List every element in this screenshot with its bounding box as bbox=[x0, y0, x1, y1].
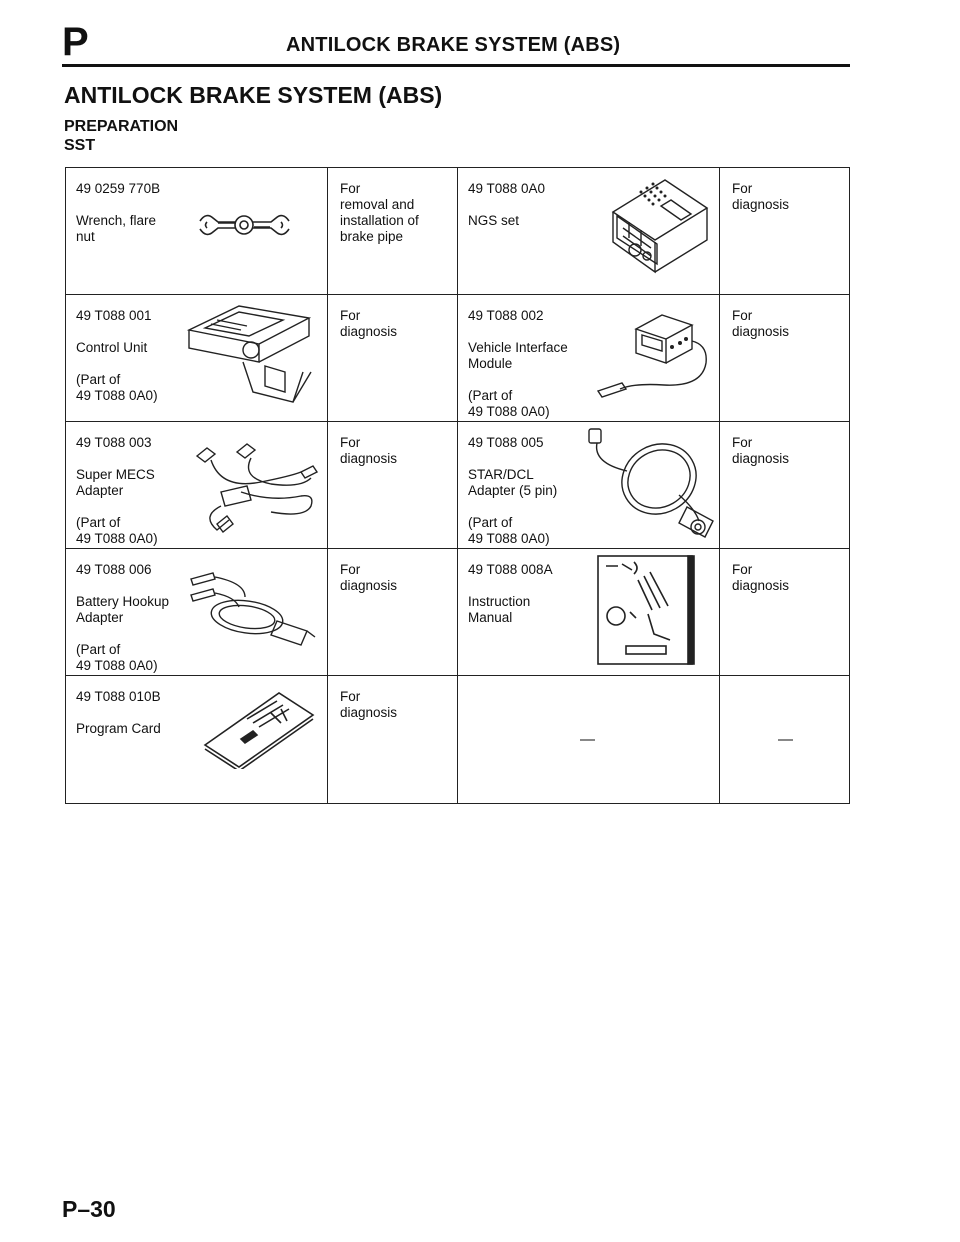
tool-description bbox=[76, 181, 160, 245]
star-dcl-adapter-icon bbox=[583, 425, 723, 545]
tool-use-line: For bbox=[340, 308, 361, 323]
tool-cell bbox=[458, 549, 720, 676]
section-letter: P bbox=[62, 20, 89, 64]
tool-use-line: diagnosis bbox=[732, 578, 790, 593]
table-row bbox=[66, 168, 850, 295]
tool-use-line: diagnosis bbox=[340, 578, 398, 593]
tool-description bbox=[76, 562, 169, 674]
tool-name: NGS set bbox=[468, 213, 520, 228]
page-title: ANTILOCK BRAKE SYSTEM (ABS) bbox=[64, 82, 443, 108]
tool-name: Wrench, flare bbox=[76, 213, 157, 228]
tool-use-line: diagnosis bbox=[732, 197, 790, 212]
tool-part-of: 49 T088 0A0) bbox=[468, 531, 550, 546]
tool-name: Program Card bbox=[76, 721, 161, 736]
tool-use-line: installation of bbox=[340, 213, 419, 228]
use-cell bbox=[328, 422, 458, 549]
tool-use bbox=[340, 308, 397, 340]
use-cell bbox=[720, 422, 850, 549]
tool-use-line: For bbox=[732, 308, 753, 323]
tool-use-line: diagnosis bbox=[340, 705, 398, 720]
tool-description bbox=[76, 435, 158, 547]
page-number: P–30 bbox=[62, 1196, 116, 1222]
use-cell bbox=[720, 168, 850, 295]
tool-use bbox=[732, 562, 789, 594]
use-cell bbox=[720, 295, 850, 422]
tool-use-line: For bbox=[340, 435, 361, 450]
tool-use bbox=[732, 308, 789, 340]
tool-name: Module bbox=[468, 356, 513, 371]
tool-description bbox=[76, 308, 158, 404]
tool-use-line: removal and bbox=[340, 197, 415, 212]
super-mecs-adapter-icon bbox=[181, 432, 326, 545]
tool-use-line: For bbox=[732, 562, 753, 577]
use-cell bbox=[328, 168, 458, 295]
empty-cell bbox=[458, 676, 720, 804]
tool-part-of: 49 T088 0A0) bbox=[468, 404, 550, 419]
tool-number: 49 T088 005 bbox=[468, 435, 544, 450]
tool-name: Adapter bbox=[76, 610, 124, 625]
empty-dash: — bbox=[580, 731, 595, 748]
tool-part-of: 49 T088 0A0) bbox=[76, 531, 158, 546]
tool-name: Instruction bbox=[468, 594, 531, 609]
tool-name: STAR/DCL bbox=[468, 467, 534, 482]
tool-part-of: (Part of bbox=[468, 515, 513, 530]
program-card-icon bbox=[201, 689, 316, 774]
tool-part-of: (Part of bbox=[468, 388, 513, 403]
tool-part-of: (Part of bbox=[76, 515, 121, 530]
flare-nut-wrench-icon bbox=[196, 208, 292, 247]
section-title: PREPARATION bbox=[64, 118, 179, 135]
empty-cell bbox=[720, 676, 850, 804]
tool-use-line: diagnosis bbox=[340, 451, 398, 466]
battery-hookup-adapter-icon bbox=[181, 571, 326, 656]
tool-number: 49 T088 002 bbox=[468, 308, 544, 323]
tool-cell bbox=[66, 549, 328, 676]
tool-name: Battery Hookup bbox=[76, 594, 170, 609]
tool-use bbox=[340, 435, 397, 467]
tool-cell bbox=[458, 422, 720, 549]
tool-number: 49 0259 770B bbox=[76, 181, 161, 196]
tool-part-of: (Part of bbox=[76, 642, 121, 657]
tool-description bbox=[468, 308, 568, 420]
tool-use bbox=[340, 562, 397, 594]
tool-number: 49 T088 006 bbox=[76, 562, 152, 577]
table-row bbox=[66, 422, 850, 549]
tool-number: 49 T088 008A bbox=[468, 562, 553, 577]
table-row bbox=[66, 549, 850, 676]
tool-name: Adapter bbox=[76, 483, 124, 498]
tool-use bbox=[340, 181, 419, 245]
tool-cell bbox=[458, 295, 720, 422]
use-cell bbox=[720, 549, 850, 676]
tool-use-line: diagnosis bbox=[340, 324, 398, 339]
tool-use-line: For bbox=[340, 181, 361, 196]
tool-name: nut bbox=[76, 229, 95, 244]
tool-description bbox=[468, 435, 557, 547]
header-rule bbox=[62, 64, 850, 67]
tool-name: Super MECS bbox=[76, 467, 155, 482]
tool-use-line: For bbox=[340, 689, 361, 704]
vehicle-interface-module-icon bbox=[588, 303, 718, 403]
tool-use bbox=[340, 689, 397, 721]
tool-description bbox=[468, 181, 545, 229]
use-cell bbox=[328, 295, 458, 422]
subsection-title: SST bbox=[64, 137, 96, 154]
tool-use bbox=[732, 181, 789, 213]
tool-cell bbox=[458, 168, 720, 295]
tool-name: Adapter (5 pin) bbox=[468, 483, 558, 498]
tool-use-line: For bbox=[732, 181, 753, 196]
tool-cell bbox=[66, 295, 328, 422]
tool-name: Manual bbox=[468, 610, 513, 625]
tool-part-of: 49 T088 0A0) bbox=[76, 388, 158, 403]
tool-cell bbox=[66, 168, 328, 295]
tool-part-of: 49 T088 0A0) bbox=[76, 658, 158, 673]
control-unit-icon bbox=[181, 300, 326, 410]
tool-name: Control Unit bbox=[76, 340, 148, 355]
tool-cell bbox=[66, 676, 328, 804]
page-header bbox=[62, 22, 852, 68]
tool-use-line: diagnosis bbox=[732, 324, 790, 339]
tool-description bbox=[468, 562, 553, 626]
header-title: ANTILOCK BRAKE SYSTEM (ABS) bbox=[286, 34, 621, 56]
tool-number: 49 T088 001 bbox=[76, 308, 152, 323]
use-cell bbox=[328, 549, 458, 676]
tool-number: 49 T088 0A0 bbox=[468, 181, 546, 196]
tool-use-line: brake pipe bbox=[340, 229, 404, 244]
use-cell bbox=[328, 676, 458, 804]
empty-dash: — bbox=[778, 731, 793, 748]
sst-table bbox=[65, 167, 850, 804]
tool-number: 49 T088 003 bbox=[76, 435, 152, 450]
tool-use-line: diagnosis bbox=[732, 451, 790, 466]
tool-part-of: (Part of bbox=[76, 372, 121, 387]
tool-use-line: For bbox=[340, 562, 361, 577]
tool-number: 49 T088 010B bbox=[76, 689, 161, 704]
tool-description bbox=[76, 689, 161, 737]
table-row bbox=[66, 295, 850, 422]
tool-use-line: For bbox=[732, 435, 753, 450]
instruction-manual-icon bbox=[588, 552, 708, 677]
table-row bbox=[66, 676, 850, 804]
tool-cell bbox=[66, 422, 328, 549]
tool-use bbox=[732, 435, 789, 467]
tool-name: Vehicle Interface bbox=[468, 340, 568, 355]
ngs-set-case-icon bbox=[583, 170, 713, 285]
